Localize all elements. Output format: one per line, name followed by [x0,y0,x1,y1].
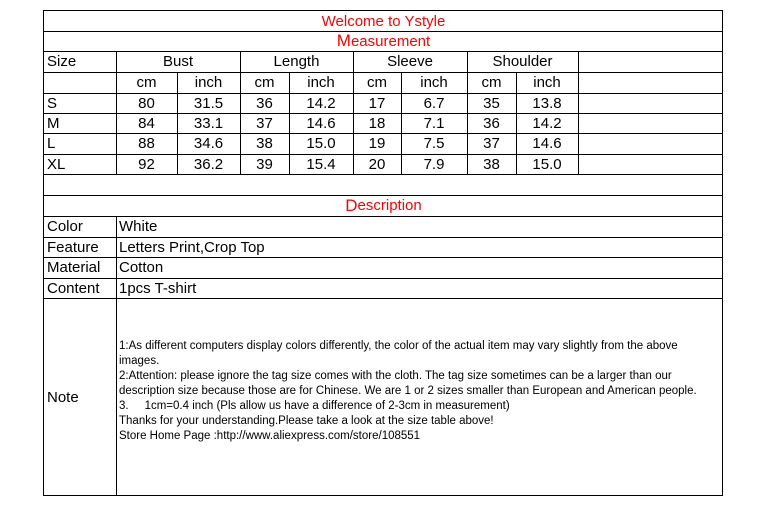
measurement-cell: 20 [368,155,386,173]
feature-label: Feature [47,238,99,256]
column-header-bust: Bust [162,53,193,70]
measurement-cell: 37 [256,114,273,132]
measurement-cell: 13.8 [532,94,562,112]
size-chart-sheet [43,10,723,496]
measurement-cell: 15.0 [532,155,562,173]
divider [578,51,579,174]
size-label: M [47,114,60,132]
size-label: L [47,135,56,152]
note-line: 1:As different computers display colors differently, the color of the actual item may vary slightly from the above images. [119,340,678,367]
measurement-cell: 33.1 [193,114,224,132]
measurement-cell: 14.6 [532,135,562,152]
note-text [119,339,719,444]
color-value: White [119,218,158,235]
measurement-cell: 37 [483,135,500,152]
size-label: S [47,94,58,112]
measurement-cell: 6.7 [423,94,445,112]
page-title [44,11,723,31]
material-value: Cotton [119,259,164,276]
measurement-header [44,31,723,51]
color-label: Color [47,218,83,235]
content-value: 1pcs T-shirt [119,279,197,297]
measurement-cell: 7.1 [423,114,445,132]
measurement-cell: 18 [368,114,386,132]
feature-value: Letters Print,Crop Top [119,238,265,256]
measurement-cell: 15.0 [306,135,336,152]
measurement-cell: 7.9 [423,155,445,173]
column-header-shoulder: Shoulder [492,53,553,70]
note-line: Thanks for your understanding.Please take a look at the size table above! [119,415,494,427]
measurement-cell: 36 [256,94,273,112]
unit-cell: inch [533,74,561,91]
measurement-cell: 14.6 [306,114,336,132]
measurement-cell: 31.5 [193,94,224,112]
measurement-cell: 17 [368,94,386,112]
measurement-cell: 36.2 [193,155,224,173]
column-header-size: Size [47,53,77,70]
measurement-header-rest: easurement [350,32,431,50]
measurement-header-initial: M [336,31,351,50]
title-text: Welcome to Ystyle [321,12,446,30]
measurement-cell: 36 [483,114,500,132]
measurement-cell: 15.4 [306,155,336,173]
measurement-cell: 39 [256,155,273,173]
note-line: 2:Attention: please ignore the tag size comes with the cloth. The tag size sometimes can be a larger than our description size because those are for Chinese. We are 1 or 2 sizes smaller than European and American people. [119,370,697,397]
description-header-initial: D [345,195,358,215]
divider [44,174,723,175]
unit-cell: cm [136,74,157,91]
measurement-cell: 38 [483,155,500,173]
measurement-cell: 14.2 [306,94,336,112]
measurement-cell: 38 [256,135,273,152]
measurement-cell: 35 [483,94,500,112]
size-label: XL [47,155,66,173]
unit-cell: inch [307,74,335,91]
unit-cell: cm [367,74,387,91]
unit-cell: inch [420,74,448,91]
unit-cell: inch [194,74,223,91]
note-line: 3. 1cm=0.4 inch (Pls allow us have a difference of 2-3cm in measurement) [119,400,510,412]
column-header-sleeve: Sleeve [387,53,433,70]
content-label: Content [47,279,100,297]
measurement-cell: 80 [138,94,155,112]
column-header-length: Length [273,53,320,70]
measurement-cell: 88 [138,135,155,152]
measurement-cell: 7.5 [423,135,445,152]
divider [44,298,723,299]
unit-cell: cm [481,74,502,91]
note-label: Note [47,388,79,406]
unit-cell: cm [254,74,275,91]
measurement-cell: 14.2 [532,114,562,132]
measurement-cell: 84 [138,114,155,132]
measurement-cell: 92 [138,155,155,173]
measurement-cell: 19 [368,135,386,152]
description-header-rest: escription [357,197,422,214]
description-header [44,195,723,216]
material-label: Material [47,259,101,276]
measurement-cell: 34.6 [193,135,224,152]
note-line: Store Home Page :http://www.aliexpress.com/store/108551 [119,430,421,442]
